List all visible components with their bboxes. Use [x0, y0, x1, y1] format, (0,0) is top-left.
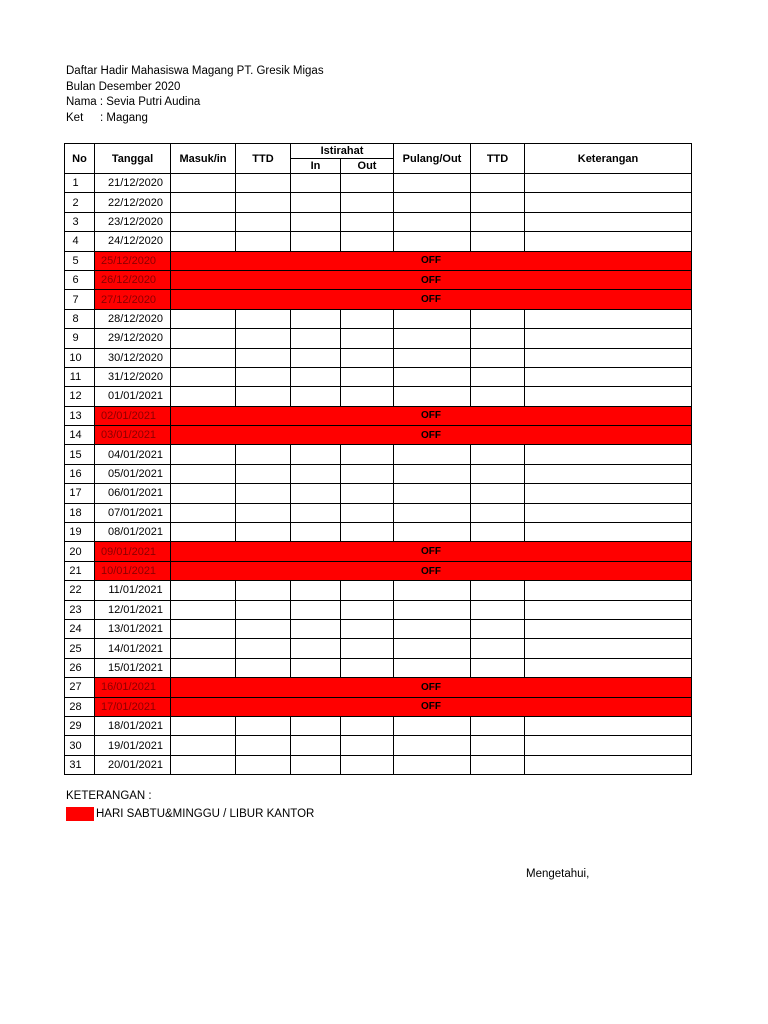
masuk-cell[interactable]: [171, 600, 236, 619]
table-row: [65, 697, 692, 716]
keterangan-cell[interactable]: [525, 716, 692, 735]
row-date: 16/01/2021: [95, 678, 171, 697]
row-number: 6: [65, 270, 95, 289]
keterangan-cell[interactable]: [525, 232, 692, 251]
row-date: 01/01/2021: [95, 387, 171, 406]
ttd-cell[interactable]: [471, 503, 525, 522]
row-date: 24/12/2020: [95, 232, 171, 251]
ttd-cell[interactable]: [236, 174, 291, 193]
istirahat-out-cell[interactable]: [341, 484, 394, 503]
row-number: 11: [65, 367, 95, 386]
istirahat-in-cell[interactable]: [291, 193, 341, 212]
ttd-cell[interactable]: [236, 309, 291, 328]
pulang-cell[interactable]: [394, 464, 471, 483]
off-day-cell: OFF: [171, 251, 692, 270]
ket-line: [66, 111, 324, 127]
table-row: [65, 464, 692, 483]
row-date: 09/01/2021: [95, 542, 171, 561]
ttd-cell[interactable]: [471, 232, 525, 251]
row-date: 27/12/2020: [95, 290, 171, 309]
col-header-istirahat: Istirahat: [291, 144, 394, 159]
table-row: [65, 503, 692, 522]
pulang-cell[interactable]: [394, 484, 471, 503]
pulang-cell[interactable]: [394, 755, 471, 774]
masuk-cell[interactable]: [171, 329, 236, 348]
keterangan-cell[interactable]: [525, 348, 692, 367]
istirahat-out-cell[interactable]: [341, 736, 394, 755]
row-number: 17: [65, 484, 95, 503]
pulang-cell[interactable]: [394, 503, 471, 522]
row-number: 30: [65, 736, 95, 755]
masuk-cell[interactable]: [171, 445, 236, 464]
legend-title: KETERANGAN :: [66, 790, 152, 802]
ttd-cell[interactable]: [471, 581, 525, 600]
ttd-cell[interactable]: [236, 503, 291, 522]
off-day-cell: OFF: [171, 270, 692, 289]
row-date: 07/01/2021: [95, 503, 171, 522]
pulang-cell[interactable]: [394, 619, 471, 638]
table-row: [65, 716, 692, 735]
istirahat-in-cell[interactable]: [291, 736, 341, 755]
row-number: 1: [65, 174, 95, 193]
legend-item: [66, 807, 314, 821]
document-month: Bulan Desember 2020: [66, 80, 181, 93]
keterangan-cell[interactable]: [525, 600, 692, 619]
ttd-cell[interactable]: [471, 329, 525, 348]
table-row: [65, 639, 692, 658]
row-number: 4: [65, 232, 95, 251]
pulang-cell[interactable]: [394, 600, 471, 619]
keterangan-cell[interactable]: [525, 619, 692, 638]
keterangan-cell[interactable]: [525, 755, 692, 774]
ttd-cell[interactable]: [236, 193, 291, 212]
row-number: 15: [65, 445, 95, 464]
masuk-cell[interactable]: [171, 484, 236, 503]
table-row: [65, 329, 692, 348]
row-number: 5: [65, 251, 95, 270]
row-number: 10: [65, 348, 95, 367]
istirahat-out-cell[interactable]: [341, 445, 394, 464]
table-row: [65, 600, 692, 619]
off-day-cell: OFF: [171, 678, 692, 697]
row-number: 9: [65, 329, 95, 348]
table-row: [65, 426, 692, 445]
keterangan-cell[interactable]: [525, 639, 692, 658]
ttd-cell[interactable]: [236, 232, 291, 251]
row-number: 12: [65, 387, 95, 406]
keterangan-cell[interactable]: [525, 367, 692, 386]
masuk-cell[interactable]: [171, 736, 236, 755]
table-row: [65, 678, 692, 697]
keterangan-cell[interactable]: [525, 503, 692, 522]
pulang-cell[interactable]: [394, 639, 471, 658]
istirahat-out-cell[interactable]: [341, 619, 394, 638]
legend: [66, 790, 314, 821]
col-header-ttd-2: TTD: [471, 144, 525, 174]
ttd-cell[interactable]: [236, 639, 291, 658]
row-number: 22: [65, 581, 95, 600]
mengetahui-label: Mengetahui,: [526, 868, 590, 880]
istirahat-out-cell[interactable]: [341, 348, 394, 367]
pulang-cell[interactable]: [394, 174, 471, 193]
col-header-istirahat-in: In: [291, 159, 341, 174]
row-date: 08/01/2021: [95, 523, 171, 542]
masuk-cell[interactable]: [171, 464, 236, 483]
row-date: 20/01/2021: [95, 755, 171, 774]
row-date: 04/01/2021: [95, 445, 171, 464]
keterangan-cell[interactable]: [525, 445, 692, 464]
istirahat-in-cell[interactable]: [291, 329, 341, 348]
row-date: 31/12/2020: [95, 367, 171, 386]
row-number: 8: [65, 309, 95, 328]
attendance-table: [64, 143, 692, 775]
masuk-cell[interactable]: [171, 619, 236, 638]
row-date: 22/12/2020: [95, 193, 171, 212]
ttd-cell[interactable]: [236, 619, 291, 638]
table-row: [65, 193, 692, 212]
istirahat-out-cell[interactable]: [341, 232, 394, 251]
istirahat-in-cell[interactable]: [291, 503, 341, 522]
table-row: [65, 523, 692, 542]
off-day-cell: OFF: [171, 406, 692, 425]
masuk-cell[interactable]: [171, 174, 236, 193]
row-number: 29: [65, 716, 95, 735]
pulang-cell[interactable]: [394, 329, 471, 348]
table-row: [65, 232, 692, 251]
document-header: [66, 64, 324, 126]
istirahat-in-cell[interactable]: [291, 600, 341, 619]
keterangan-cell[interactable]: [525, 387, 692, 406]
istirahat-out-cell[interactable]: [341, 716, 394, 735]
pulang-cell[interactable]: [394, 716, 471, 735]
keterangan-cell[interactable]: [525, 736, 692, 755]
table-row: [65, 619, 692, 638]
masuk-cell[interactable]: [171, 755, 236, 774]
table-row: [65, 736, 692, 755]
keterangan-cell[interactable]: [525, 484, 692, 503]
istirahat-out-cell[interactable]: [341, 387, 394, 406]
masuk-cell[interactable]: [171, 503, 236, 522]
table-row: [65, 348, 692, 367]
pulang-cell[interactable]: [394, 348, 471, 367]
table-row: [65, 174, 692, 193]
ttd-cell[interactable]: [471, 348, 525, 367]
table-row: [65, 755, 692, 774]
ttd-cell[interactable]: [236, 716, 291, 735]
pulang-cell[interactable]: [394, 736, 471, 755]
ttd-cell[interactable]: [471, 174, 525, 193]
row-date: 14/01/2021: [95, 639, 171, 658]
istirahat-out-cell[interactable]: [341, 329, 394, 348]
keterangan-cell[interactable]: [525, 212, 692, 231]
ttd-cell[interactable]: [471, 445, 525, 464]
istirahat-in-cell[interactable]: [291, 658, 341, 677]
pulang-cell[interactable]: [394, 232, 471, 251]
keterangan-cell[interactable]: [525, 523, 692, 542]
row-date: 10/01/2021: [95, 561, 171, 580]
legend-item-label: HARI SABTU&MINGGU / LIBUR KANTOR: [96, 808, 315, 820]
ket-value: : Magang: [100, 111, 148, 124]
istirahat-out-cell[interactable]: [341, 464, 394, 483]
pulang-cell[interactable]: [394, 581, 471, 600]
table-row: [65, 406, 692, 425]
pulang-cell[interactable]: [394, 309, 471, 328]
table-row: [65, 290, 692, 309]
keterangan-cell[interactable]: [525, 464, 692, 483]
istirahat-in-cell[interactable]: [291, 755, 341, 774]
col-header-tanggal: Tanggal: [95, 144, 171, 174]
ttd-cell[interactable]: [236, 658, 291, 677]
row-date: 06/01/2021: [95, 484, 171, 503]
ttd-cell[interactable]: [236, 755, 291, 774]
row-number: 24: [65, 619, 95, 638]
row-date: 13/01/2021: [95, 619, 171, 638]
ttd-cell[interactable]: [471, 755, 525, 774]
pulang-cell[interactable]: [394, 387, 471, 406]
istirahat-out-cell[interactable]: [341, 193, 394, 212]
masuk-cell[interactable]: [171, 348, 236, 367]
ttd-cell[interactable]: [236, 600, 291, 619]
istirahat-in-cell[interactable]: [291, 309, 341, 328]
row-date: 15/01/2021: [95, 658, 171, 677]
keterangan-cell[interactable]: [525, 193, 692, 212]
table-row: [65, 387, 692, 406]
row-number: 21: [65, 561, 95, 580]
off-day-cell: OFF: [171, 426, 692, 445]
istirahat-in-cell[interactable]: [291, 212, 341, 231]
istirahat-in-cell[interactable]: [291, 348, 341, 367]
pulang-cell[interactable]: [394, 523, 471, 542]
ttd-cell[interactable]: [236, 523, 291, 542]
col-header-keterangan: Keterangan: [525, 144, 692, 174]
istirahat-out-cell[interactable]: [341, 309, 394, 328]
col-header-masuk: Masuk/in: [171, 144, 236, 174]
ttd-cell[interactable]: [471, 309, 525, 328]
col-header-istirahat-out: Out: [341, 159, 394, 174]
ttd-cell[interactable]: [471, 212, 525, 231]
row-date: 25/12/2020: [95, 251, 171, 270]
masuk-cell[interactable]: [171, 367, 236, 386]
keterangan-cell[interactable]: [525, 174, 692, 193]
pulang-cell[interactable]: [394, 658, 471, 677]
ttd-cell[interactable]: [471, 464, 525, 483]
keterangan-cell[interactable]: [525, 309, 692, 328]
istirahat-in-cell[interactable]: [291, 523, 341, 542]
row-number: 16: [65, 464, 95, 483]
istirahat-in-cell[interactable]: [291, 464, 341, 483]
row-date: 11/01/2021: [95, 581, 171, 600]
istirahat-out-cell[interactable]: [341, 523, 394, 542]
ttd-cell[interactable]: [471, 736, 525, 755]
istirahat-in-cell[interactable]: [291, 639, 341, 658]
ttd-cell[interactable]: [471, 658, 525, 677]
ttd-cell[interactable]: [236, 445, 291, 464]
ttd-cell[interactable]: [471, 600, 525, 619]
ttd-cell[interactable]: [471, 193, 525, 212]
istirahat-out-cell[interactable]: [341, 581, 394, 600]
off-day-cell: OFF: [171, 542, 692, 561]
row-date: 17/01/2021: [95, 697, 171, 716]
masuk-cell[interactable]: [171, 658, 236, 677]
row-date: 12/01/2021: [95, 600, 171, 619]
row-number: 14: [65, 426, 95, 445]
istirahat-in-cell[interactable]: [291, 484, 341, 503]
istirahat-out-cell[interactable]: [341, 658, 394, 677]
off-day-cell: OFF: [171, 290, 692, 309]
masuk-cell[interactable]: [171, 581, 236, 600]
masuk-cell[interactable]: [171, 716, 236, 735]
ttd-cell[interactable]: [236, 387, 291, 406]
row-number: 3: [65, 212, 95, 231]
table-row: [65, 270, 692, 289]
ttd-cell[interactable]: [236, 212, 291, 231]
masuk-cell[interactable]: [171, 387, 236, 406]
ttd-cell[interactable]: [471, 619, 525, 638]
istirahat-out-cell[interactable]: [341, 367, 394, 386]
row-date: 29/12/2020: [95, 329, 171, 348]
masuk-cell[interactable]: [171, 523, 236, 542]
masuk-cell[interactable]: [171, 639, 236, 658]
table-row: [65, 484, 692, 503]
ttd-cell[interactable]: [236, 736, 291, 755]
ttd-cell[interactable]: [236, 348, 291, 367]
ttd-cell[interactable]: [471, 387, 525, 406]
ttd-cell[interactable]: [236, 329, 291, 348]
ttd-cell[interactable]: [236, 484, 291, 503]
row-date: 23/12/2020: [95, 212, 171, 231]
attendance-table-body: [65, 174, 692, 775]
row-date: 30/12/2020: [95, 348, 171, 367]
istirahat-in-cell[interactable]: [291, 232, 341, 251]
table-row: [65, 561, 692, 580]
col-header-ttd-1: TTD: [236, 144, 291, 174]
istirahat-in-cell[interactable]: [291, 716, 341, 735]
row-number: 27: [65, 678, 95, 697]
document-title: Daftar Hadir Mahasiswa Magang PT. Gresik Migas: [66, 65, 324, 77]
col-header-pulang: Pulang/Out: [394, 144, 471, 174]
istirahat-out-cell[interactable]: [341, 755, 394, 774]
istirahat-in-cell[interactable]: [291, 581, 341, 600]
keterangan-cell[interactable]: [525, 329, 692, 348]
ket-label: Ket: [66, 111, 84, 124]
istirahat-in-cell[interactable]: [291, 367, 341, 386]
row-date: 19/01/2021: [95, 736, 171, 755]
table-row: [65, 581, 692, 600]
table-row: [65, 212, 692, 231]
row-number: 13: [65, 406, 95, 425]
masuk-cell[interactable]: [171, 232, 236, 251]
ttd-cell[interactable]: [471, 639, 525, 658]
row-date: 02/01/2021: [95, 406, 171, 425]
keterangan-cell[interactable]: [525, 581, 692, 600]
ttd-cell[interactable]: [471, 484, 525, 503]
table-row: [65, 445, 692, 464]
pulang-cell[interactable]: [394, 212, 471, 231]
table-row: [65, 309, 692, 328]
table-header-row: [65, 144, 692, 159]
row-number: 18: [65, 503, 95, 522]
table-row: [65, 251, 692, 270]
row-date: 26/12/2020: [95, 270, 171, 289]
off-day-cell: OFF: [171, 697, 692, 716]
table-row: [65, 542, 692, 561]
row-number: 23: [65, 600, 95, 619]
table-row: [65, 367, 692, 386]
istirahat-in-cell[interactable]: [291, 445, 341, 464]
istirahat-out-cell[interactable]: [341, 639, 394, 658]
off-day-cell: OFF: [171, 561, 692, 580]
student-name: Nama : Sevia Putri Audina: [66, 96, 201, 108]
istirahat-out-cell[interactable]: [341, 503, 394, 522]
row-number: 19: [65, 523, 95, 542]
row-date: 05/01/2021: [95, 464, 171, 483]
row-number: 2: [65, 193, 95, 212]
ttd-cell[interactable]: [236, 367, 291, 386]
row-number: 20: [65, 542, 95, 561]
row-number: 7: [65, 290, 95, 309]
istirahat-in-cell[interactable]: [291, 619, 341, 638]
row-number: 31: [65, 755, 95, 774]
row-date: 18/01/2021: [95, 716, 171, 735]
row-number: 25: [65, 639, 95, 658]
masuk-cell[interactable]: [171, 212, 236, 231]
row-number: 28: [65, 697, 95, 716]
masuk-cell[interactable]: [171, 193, 236, 212]
istirahat-out-cell[interactable]: [341, 600, 394, 619]
ttd-cell[interactable]: [471, 367, 525, 386]
ttd-cell[interactable]: [471, 523, 525, 542]
col-header-no: No: [65, 144, 95, 174]
istirahat-out-cell[interactable]: [341, 174, 394, 193]
keterangan-cell[interactable]: [525, 658, 692, 677]
ttd-cell[interactable]: [236, 464, 291, 483]
table-row: [65, 658, 692, 677]
pulang-cell[interactable]: [394, 367, 471, 386]
masuk-cell[interactable]: [171, 309, 236, 328]
row-date: 28/12/2020: [95, 309, 171, 328]
legend-swatch: [66, 807, 94, 821]
row-date: 21/12/2020: [95, 174, 171, 193]
ttd-cell[interactable]: [471, 716, 525, 735]
istirahat-in-cell[interactable]: [291, 387, 341, 406]
pulang-cell[interactable]: [394, 445, 471, 464]
pulang-cell[interactable]: [394, 193, 471, 212]
row-date: 03/01/2021: [95, 426, 171, 445]
istirahat-in-cell[interactable]: [291, 174, 341, 193]
istirahat-out-cell[interactable]: [341, 212, 394, 231]
row-number: 26: [65, 658, 95, 677]
ttd-cell[interactable]: [236, 581, 291, 600]
